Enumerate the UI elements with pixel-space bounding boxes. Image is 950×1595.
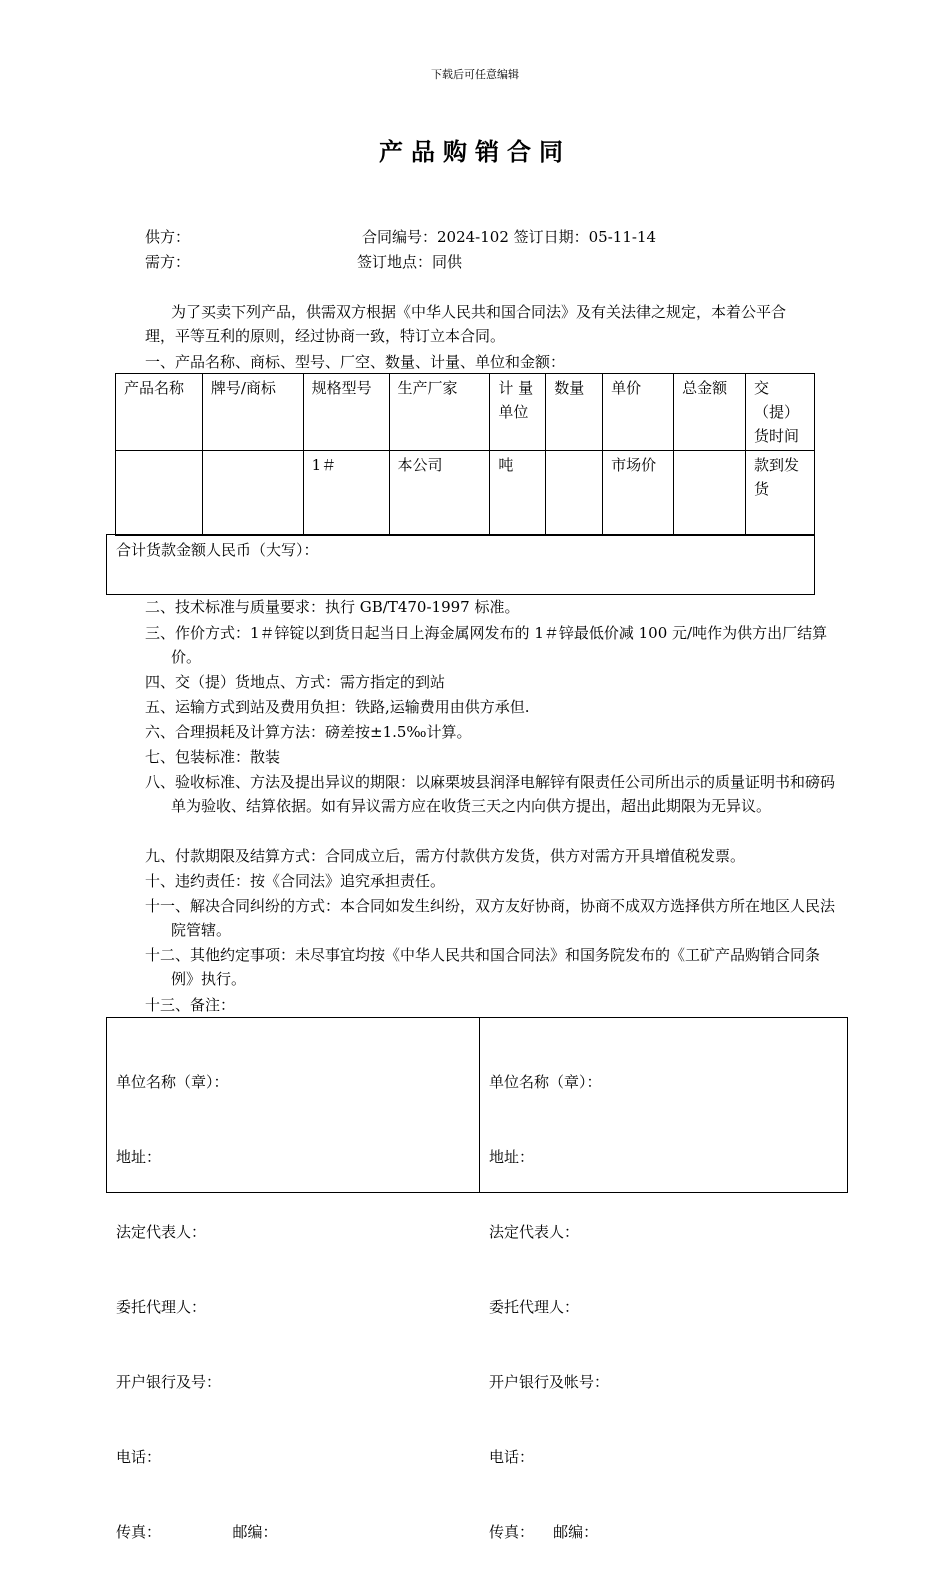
clause-11: 十一、解决合同纠纷的方式：本合同如发生纠纷，双方友好协商，协商不成双方选择供方所在地区人民法院管辖。 [145,897,836,939]
party-field: 法定代表人： [116,1223,207,1241]
header-note: 下载后可任意编辑 [431,68,519,81]
product-table-row [116,451,815,536]
header-cell: 交 （提） 货时间 [745,374,814,451]
clause-2: 二、技术标准与质量要求：执行 GB/T470-1997 标准。 [145,598,520,616]
clause-5: 五、运输方式到站及费用负担：铁路,运输费用由供方承但. [145,698,530,716]
product-table-header-row [116,374,815,451]
table-cell [546,451,603,536]
party-field: 地址： [489,1148,535,1166]
party-field: 开户银行及号： [116,1373,222,1391]
buyer-party-block [489,1020,609,1595]
header-cell: 数量 [546,374,603,451]
header-cell: 单价 [603,374,674,451]
supplier-party-block [116,1020,278,1595]
header-cell: 生产厂家 [389,374,490,451]
parties-divider [479,1018,480,1192]
product-table [115,373,815,536]
total-amount-table [106,534,815,595]
party-field: 电话： [116,1448,162,1466]
table-cell: 1＃ [303,451,389,536]
clause-8: 八、验收标准、方法及提出异议的期限：以麻栗坡县润泽电解锌有限责任公司所出示的质量证明书和磅码单为验收、结算依据。如有异议需方应在收货三天之内向供方提出，超出此期限为无异议。 [145,773,836,815]
header-cell: 计 量 单位 [490,374,546,451]
party-field: 电话： [489,1448,535,1466]
table-cell: 市场价 [603,451,674,536]
clause-6: 六、合理损耗及计算方法：磅差按±1.5‰计算。 [145,723,472,741]
clause-4: 四、交（提）货地点、方式：需方指定的到站 [145,673,446,691]
table-cell: 本公司 [389,451,490,536]
header-cell: 牌号/商标 [202,374,303,451]
total-amount-label: 合计货款金额人民币（大写）： [107,535,815,595]
table-cell: 款到发 货 [745,451,814,536]
party-field: 单位名称（章）： [116,1073,229,1091]
clause-13: 十三、备注： [145,996,236,1014]
table-cell: 吨 [490,451,546,536]
sign-place: 签订地点：同供 [357,253,463,271]
party-field: 传真： 邮编： [489,1523,599,1541]
clause-10: 十、违约责任：按《合同法》追究承担责任。 [145,872,446,890]
buyer-label: 需方： [145,253,191,271]
table-cell [674,451,746,536]
contract-number: 合同编号：2024-102 签订日期：05-11-14 [362,228,657,246]
parties-table [106,1017,848,1541]
clause-3: 三、作价方式：1＃锌锭以到货日起当日上海金属网发布的 1＃锌最低价减 100 元/吨作为供方出厂结算价。 [145,624,828,666]
section1-title: 一、产品名称、商标、型号、厂空、数量、计量、单位和金额： [145,353,566,371]
clause-12: 十二、其他约定事项：未尽事宜均按《中华人民共和国合同法》和国务院发布的《工矿产品购销合同条例》执行。 [145,946,821,988]
header-cell: 规格型号 [303,374,389,451]
party-field: 开户银行及帐号： [489,1373,610,1391]
party-field: 法定代表人： [489,1223,580,1241]
table-cell [116,451,203,536]
supplier-label: 供方： [145,228,191,246]
party-field: 委托代理人： [116,1298,207,1316]
clause-9: 九、付款期限及结算方式：合同成立后，需方付款供方发货，供方对需方开具增值税发票。 [145,847,746,865]
document-title: 产品购销合同 [379,137,571,166]
party-field: 地址： [116,1148,162,1166]
party-field: 传真： 邮编： [116,1523,278,1541]
table-cell [202,451,303,536]
party-field: 单位名称（章）： [489,1073,602,1091]
header-cell: 总金额 [674,374,746,451]
intro-paragraph: 为了买卖下列产品，供需双方根据《中华人民共和国合同法》及有关法律之规定，本着公平合理，平等互利的原则，经过协商一致，特订立本合同。 [145,303,787,345]
header-cell: 产品名称 [116,374,203,451]
clause-7: 七、包装标准：散装 [145,748,281,766]
party-field: 委托代理人： [489,1298,580,1316]
